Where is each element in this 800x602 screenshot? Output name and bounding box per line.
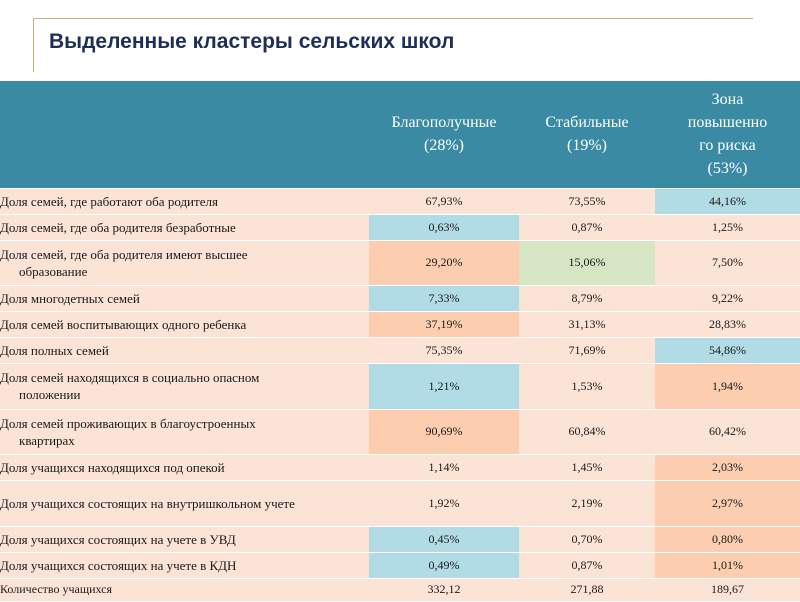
- header-row: [0, 81, 800, 188]
- value-cell: 1,21%: [369, 363, 519, 409]
- header-line: (28%): [424, 137, 464, 155]
- header-blank-cell: [0, 81, 369, 188]
- value-cell: 1,14%: [369, 454, 519, 480]
- table-row: [0, 363, 800, 409]
- value-cell: 1,53%: [519, 363, 655, 409]
- value-cell: 15,06%: [519, 240, 655, 285]
- value-cell: 60,84%: [519, 409, 655, 454]
- row-label: [0, 409, 369, 454]
- row-label-line: положении: [19, 387, 81, 402]
- value-cell: 44,16%: [655, 188, 800, 214]
- value-cell: 31,13%: [519, 311, 655, 337]
- row-label-line: Доля семей, где оба родителя имеют высшее: [0, 246, 248, 262]
- table-row: [0, 454, 800, 480]
- table-row: [0, 409, 800, 454]
- row-label-line: квартирах: [19, 432, 75, 448]
- header-line: повышенно: [687, 114, 768, 132]
- value-cell: 0,70%: [519, 526, 655, 552]
- row-label: Доля учащихся находящихся под опекой: [0, 454, 369, 480]
- value-cell: 332,12: [369, 578, 519, 601]
- row-label-line: Доля семей находящихся в социально опасном: [0, 370, 260, 385]
- row-label: Доля полных семей: [0, 337, 369, 363]
- row-label: Количество учащихся: [0, 578, 369, 601]
- clusters-table: [0, 81, 800, 602]
- row-label-line: образование: [19, 263, 88, 279]
- table-row: [0, 337, 800, 363]
- value-cell: 2,97%: [655, 480, 800, 526]
- table-row: [0, 188, 800, 214]
- table-header: [0, 81, 800, 188]
- value-cell: 37,19%: [369, 311, 519, 337]
- value-cell: 71,69%: [519, 337, 655, 363]
- value-cell: 9,22%: [655, 285, 800, 311]
- table-row: [0, 240, 800, 285]
- decorative-left-line: [33, 18, 34, 72]
- table-row: [0, 285, 800, 311]
- value-cell: 271,88: [519, 578, 655, 601]
- value-cell: 0,80%: [655, 526, 800, 552]
- value-cell: 1,01%: [655, 552, 800, 578]
- value-cell: 29,20%: [369, 240, 519, 285]
- row-label: Доля многодетных семей: [0, 285, 369, 311]
- table-row: [0, 214, 800, 240]
- value-cell: 1,92%: [369, 480, 519, 526]
- value-cell: 60,42%: [655, 409, 800, 454]
- value-cell: 28,83%: [655, 311, 800, 337]
- table-row: [0, 578, 800, 601]
- decorative-top-line: [33, 18, 753, 19]
- row-label: Доля семей, где оба родителя безработные: [0, 214, 369, 240]
- row-label: Доля учащихся состоящих на учете в УВД: [0, 526, 369, 552]
- value-cell: 73,55%: [519, 188, 655, 214]
- value-cell: 2,19%: [519, 480, 655, 526]
- header-line: Стабильные: [545, 114, 629, 132]
- value-cell: 0,87%: [519, 214, 655, 240]
- header-line: Зона: [711, 91, 744, 109]
- header-line: (53%): [707, 160, 748, 178]
- row-label: Доля семей воспитывающих одного ребенка: [0, 311, 369, 337]
- value-cell: 189,67: [655, 578, 800, 601]
- value-cell: 7,50%: [655, 240, 800, 285]
- row-label: [0, 363, 369, 409]
- row-label: Доля учащихся состоящих на внутришкольном учете: [0, 480, 369, 526]
- table-body: [0, 188, 800, 601]
- value-cell: 0,87%: [519, 552, 655, 578]
- value-cell: 0,63%: [369, 214, 519, 240]
- value-cell: 8,79%: [519, 285, 655, 311]
- column-header-stable: [519, 81, 655, 188]
- column-header-risk-zone: [655, 81, 800, 188]
- header-line: го риска: [699, 137, 756, 155]
- row-label: Доля учащихся состоящих на учете в КДН: [0, 552, 369, 578]
- row-label: Доля семей, где работают оба родителя: [0, 188, 369, 214]
- table-row: [0, 311, 800, 337]
- value-cell: 2,03%: [655, 454, 800, 480]
- value-cell: 67,93%: [369, 188, 519, 214]
- value-cell: 1,94%: [655, 363, 800, 409]
- table-row: [0, 552, 800, 578]
- row-label: [0, 240, 369, 285]
- row-label-line: Доля семей проживающих в благоустроенных: [0, 415, 256, 431]
- value-cell: 1,45%: [519, 454, 655, 480]
- header-line: (19%): [567, 137, 607, 155]
- value-cell: 75,35%: [369, 337, 519, 363]
- value-cell: 54,86%: [655, 337, 800, 363]
- value-cell: 1,25%: [655, 214, 800, 240]
- value-cell: 90,69%: [369, 409, 519, 454]
- page-title: Выделенные кластеры сельских школ: [49, 30, 455, 53]
- header-line: Благополучные: [391, 114, 497, 132]
- value-cell: 7,33%: [369, 285, 519, 311]
- table-row: [0, 480, 800, 526]
- table-row: [0, 526, 800, 552]
- column-header-favorable: [369, 81, 519, 188]
- value-cell: 0,45%: [369, 526, 519, 552]
- value-cell: 0,49%: [369, 552, 519, 578]
